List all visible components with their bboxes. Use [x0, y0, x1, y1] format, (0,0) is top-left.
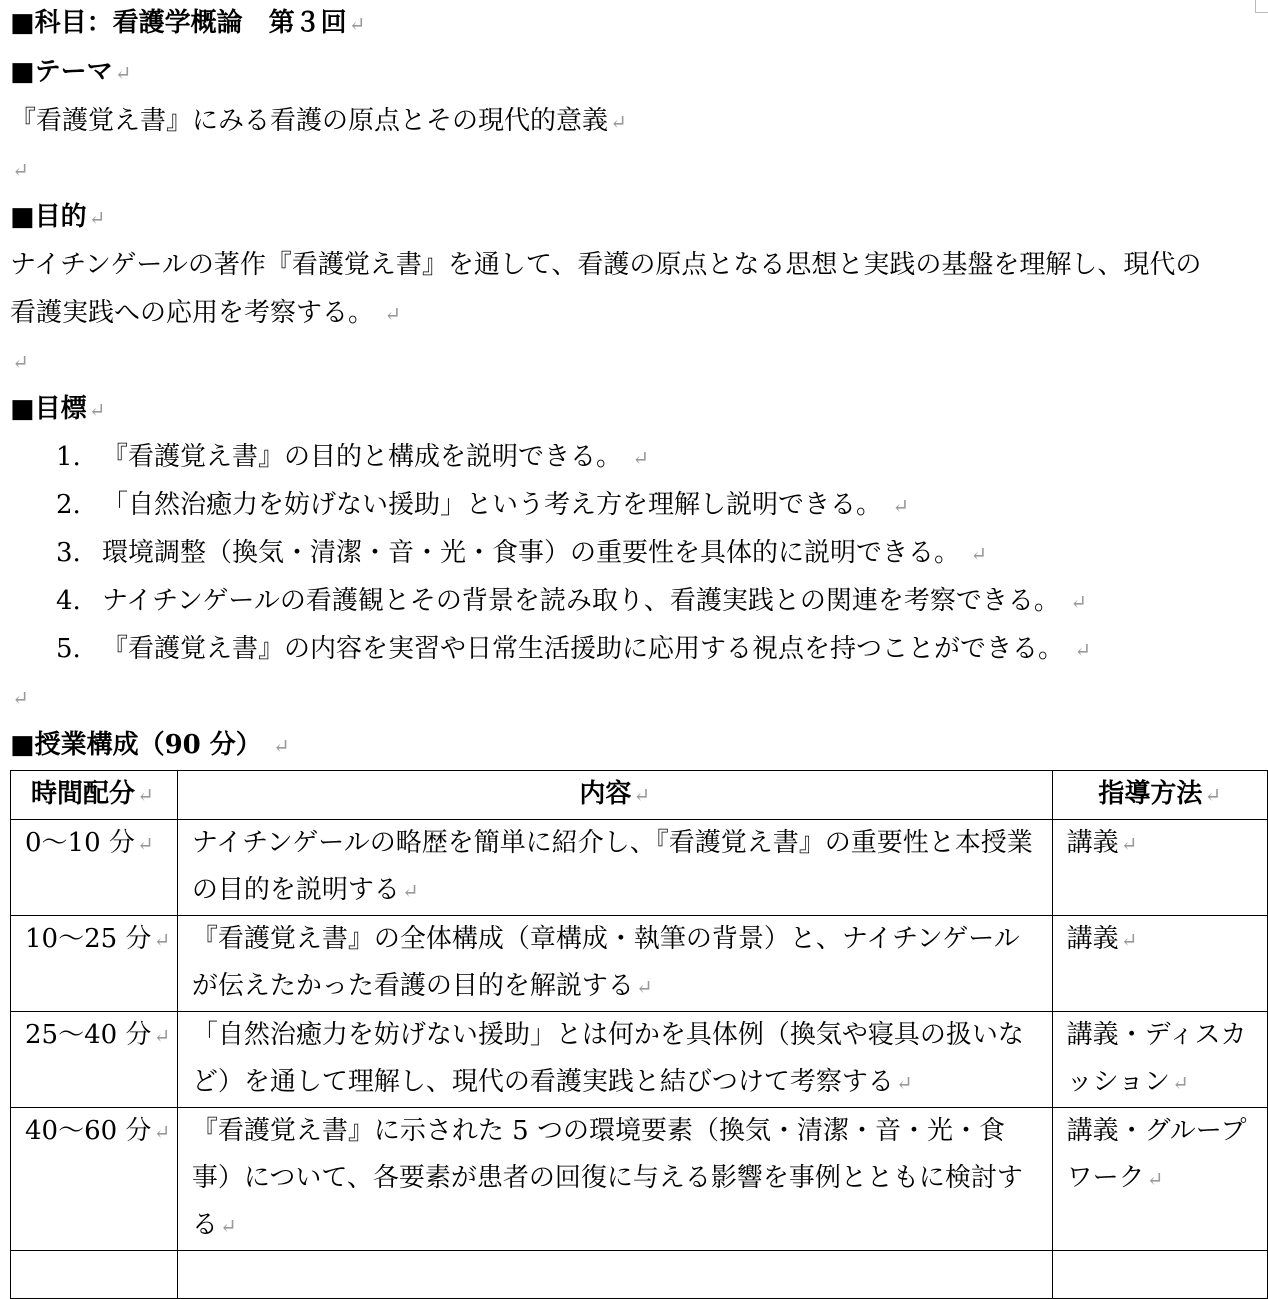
empty-paragraph: ↵	[12, 158, 29, 182]
cell-time: 0〜10 分 ↵	[11, 820, 178, 916]
header-content: 内容 ↵	[177, 771, 1052, 820]
table-row	[11, 1251, 1268, 1299]
empty-paragraph: ↵	[12, 350, 29, 374]
cell-time: 25〜40 分 ↵	[11, 1012, 178, 1108]
table-row	[11, 916, 1268, 1012]
cell-method: 講義 ↵	[1052, 916, 1267, 1012]
cell-method	[1052, 1251, 1267, 1299]
cell-method: 講義・グループワーク ↵	[1052, 1108, 1267, 1251]
cell-method: 講義 ↵	[1052, 820, 1267, 916]
cell-time	[11, 1251, 178, 1299]
table-header-row	[11, 771, 1268, 820]
cell-content: ナイチンゲールの略歴を簡単に紹介し、『看護覚え書』の重要性と本授業の目的を説明する ↵	[177, 820, 1052, 916]
goal-item: 4. ナイチンゲールの看護観とその背景を読み取り、看護実践との関連を考察できる。 ↵	[56, 586, 1087, 616]
goal-item: 5. 『看護覚え書』の内容を実習や日常生活援助に応用する視点を持つことができる。 ↵	[56, 634, 1092, 664]
theme-heading: ■テーマ ↵	[10, 57, 132, 87]
header-time: 時間配分 ↵	[11, 771, 178, 820]
purpose-text-line1: ナイチンゲールの著作『看護覚え書』を通して、看護の原点となる思想と実践の基盤を理解し、現代の	[10, 250, 1202, 280]
page-corner-mark	[1255, 0, 1268, 13]
cell-time: 40〜60 分 ↵	[11, 1108, 178, 1251]
header-method: 指導方法 ↵	[1052, 771, 1267, 820]
cell-content: 『看護覚え書』に示された 5 つの環境要素（換気・清潔・音・光・食事）について、各要素が患者の回復に与える影響を事例とともに検討する ↵	[177, 1108, 1052, 1251]
structure-heading: ■授業構成（90 分） ↵	[10, 730, 290, 760]
cell-content: 「自然治癒力を妨げない援助」とは何かを具体例（換気や寝具の扱いなど）を通して理解し、現代の看護実践と結びつけて考察する ↵	[177, 1012, 1052, 1108]
lesson-structure-table	[10, 770, 1268, 1299]
purpose-heading: ■目的 ↵	[10, 202, 106, 232]
table-row	[11, 1012, 1268, 1108]
cell-time: 10〜25 分 ↵	[11, 916, 178, 1012]
purpose-text-line2: 看護実践への応用を考察する。 ↵	[10, 298, 402, 328]
theme-text: 『看護覚え書』にみる看護の原点とその現代的意義 ↵	[10, 106, 627, 136]
table-row	[11, 1108, 1268, 1251]
goals-heading: ■目標 ↵	[10, 394, 106, 424]
goal-item: 2. 「自然治癒力を妨げない援助」という考え方を理解し説明できる。 ↵	[56, 490, 910, 520]
cell-content: 『看護覚え書』の全体構成（章構成・執筆の背景）と、ナイチンゲールが伝えたかった看護の目的を解説する ↵	[177, 916, 1052, 1012]
cell-content	[177, 1251, 1052, 1299]
goal-item: 3. 環境調整（換気・清潔・音・光・食事）の重要性を具体的に説明できる。 ↵	[56, 538, 988, 568]
cell-method: 講義・ディスカッション ↵	[1052, 1012, 1267, 1108]
table-row	[11, 820, 1268, 916]
subject-heading: ■科目：看護学概論 第３回 ↵	[10, 8, 366, 38]
goal-item: 1. 『看護覚え書』の目的と構成を説明できる。 ↵	[56, 442, 650, 472]
empty-paragraph: ↵	[12, 686, 29, 710]
